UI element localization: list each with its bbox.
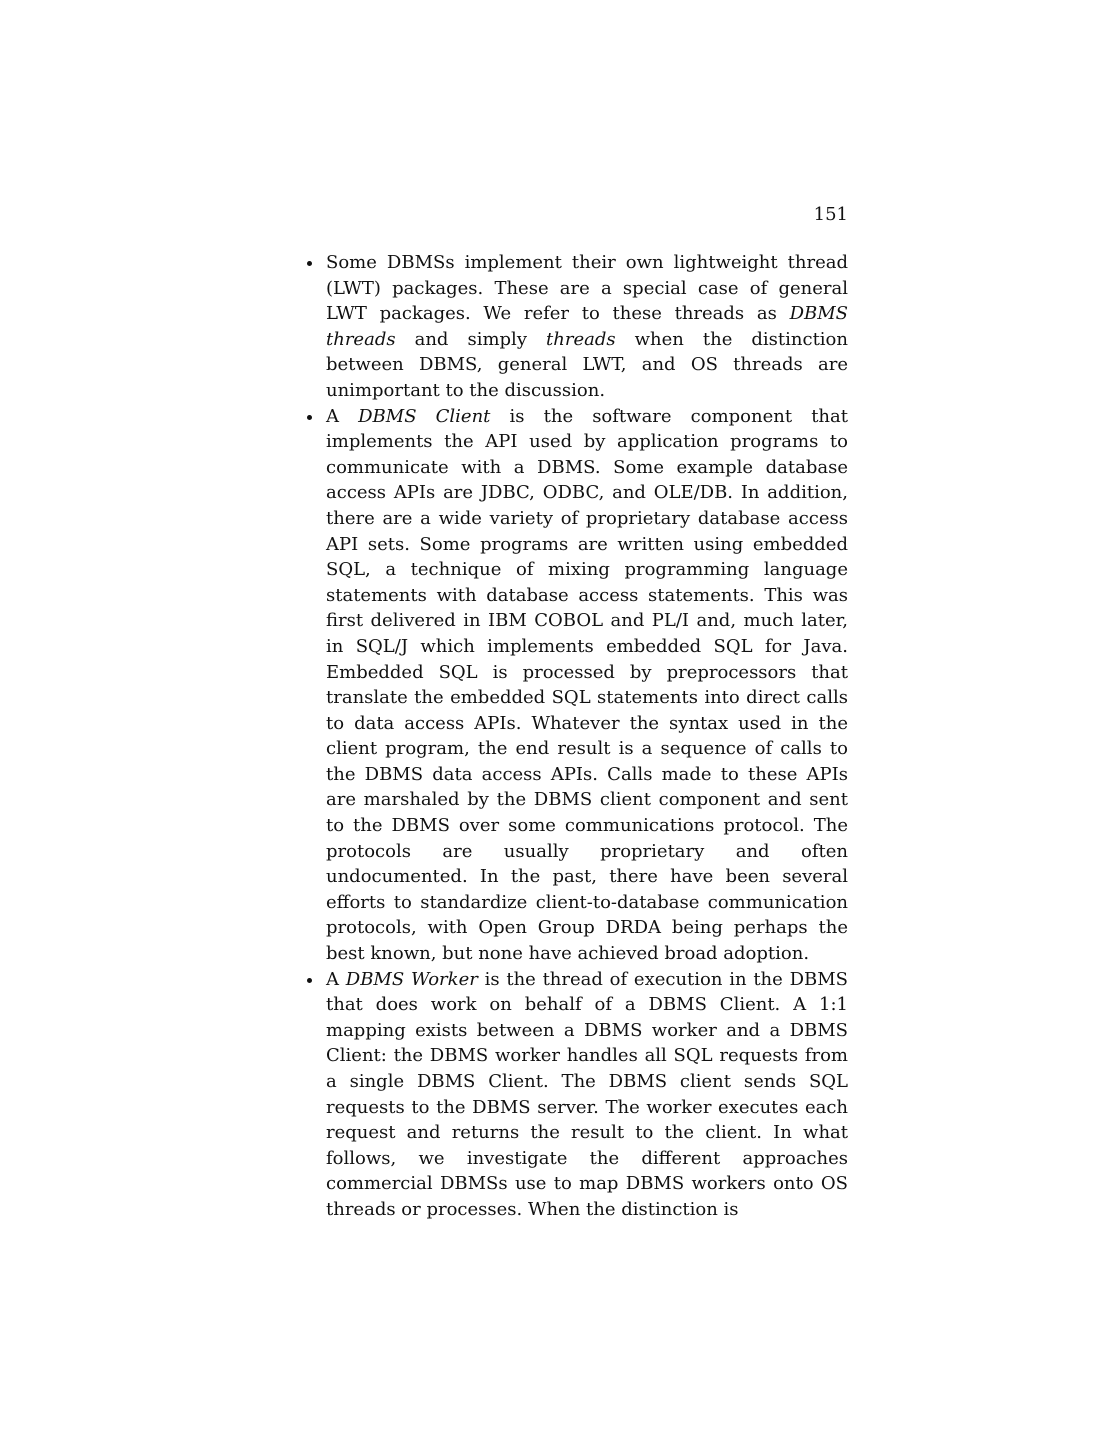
emphasized-text: DBMS threads: [326, 303, 848, 350]
page-body: [302, 250, 848, 1223]
page-number: 151: [813, 204, 848, 225]
body-text: is the software component that implements the API used by application programs to communicate with a DBMS. Some example database access APIs are JDBC, ODBC, and OLE/DB. In addition, there are a wide variety of proprietary database access API sets. Some programs are written using embedded SQL, a technique of mixing programming language statements with database access statements. This was first delivered in IBM COBOL and PL/I and, much later, in SQL/J which implements embedded SQL for Java. Embedded SQL is processed by preprocessors that translate the embedded SQL statements into direct calls to data access APIs. Whatever the syntax used in the client program, the end result is a sequence of calls to the DBMS data access APIs. Calls made to these APIs are marshaled by the DBMS client component and sent to the DBMS over some communications protocol. The protocols are usually proprietary and often undocumented. In the past, there have been several efforts to standardize client-to-database communication protocols, with Open Group DRDA being perhaps the best known, but none have achieved broad adoption.: [326, 405, 848, 965]
body-text: is the thread of execution in the DBMS that does work on behalf of a DBMS Client. A 1:1 mapping exists between a DBMS worker and a DBMS Client: the DBMS worker handles all SQL requests from a single DBMS Client. The DBMS client sends SQL requests to the DBMS server. The worker executes each request and returns the result to the client. In what follows, we investigate the different approaches commercial DBMSs use to map DBMS workers onto OS threads or processes. When the distinction is: [326, 968, 848, 1220]
bullet-item-dbms-client: [324, 404, 848, 967]
emphasized-text: DBMS Worker: [345, 968, 478, 990]
body-text: and simply: [395, 328, 547, 350]
body-text: when the distinction between DBMS, general LWT, and OS threads are unimportant to the discussion.: [326, 328, 848, 401]
body-text: A: [326, 405, 359, 427]
emphasized-text: threads: [546, 328, 616, 350]
body-text: A: [326, 968, 346, 990]
body-text: Some DBMSs implement their own lightweight thread (LWT) packages. These are a special case of general LWT packages. We refer to these threads as: [326, 252, 848, 325]
bullet-list: [302, 250, 848, 1223]
emphasized-text: DBMS Client: [358, 405, 491, 427]
bullet-item-dbms-worker: [324, 967, 848, 1223]
bullet-item-dbms-threads: [324, 250, 848, 404]
